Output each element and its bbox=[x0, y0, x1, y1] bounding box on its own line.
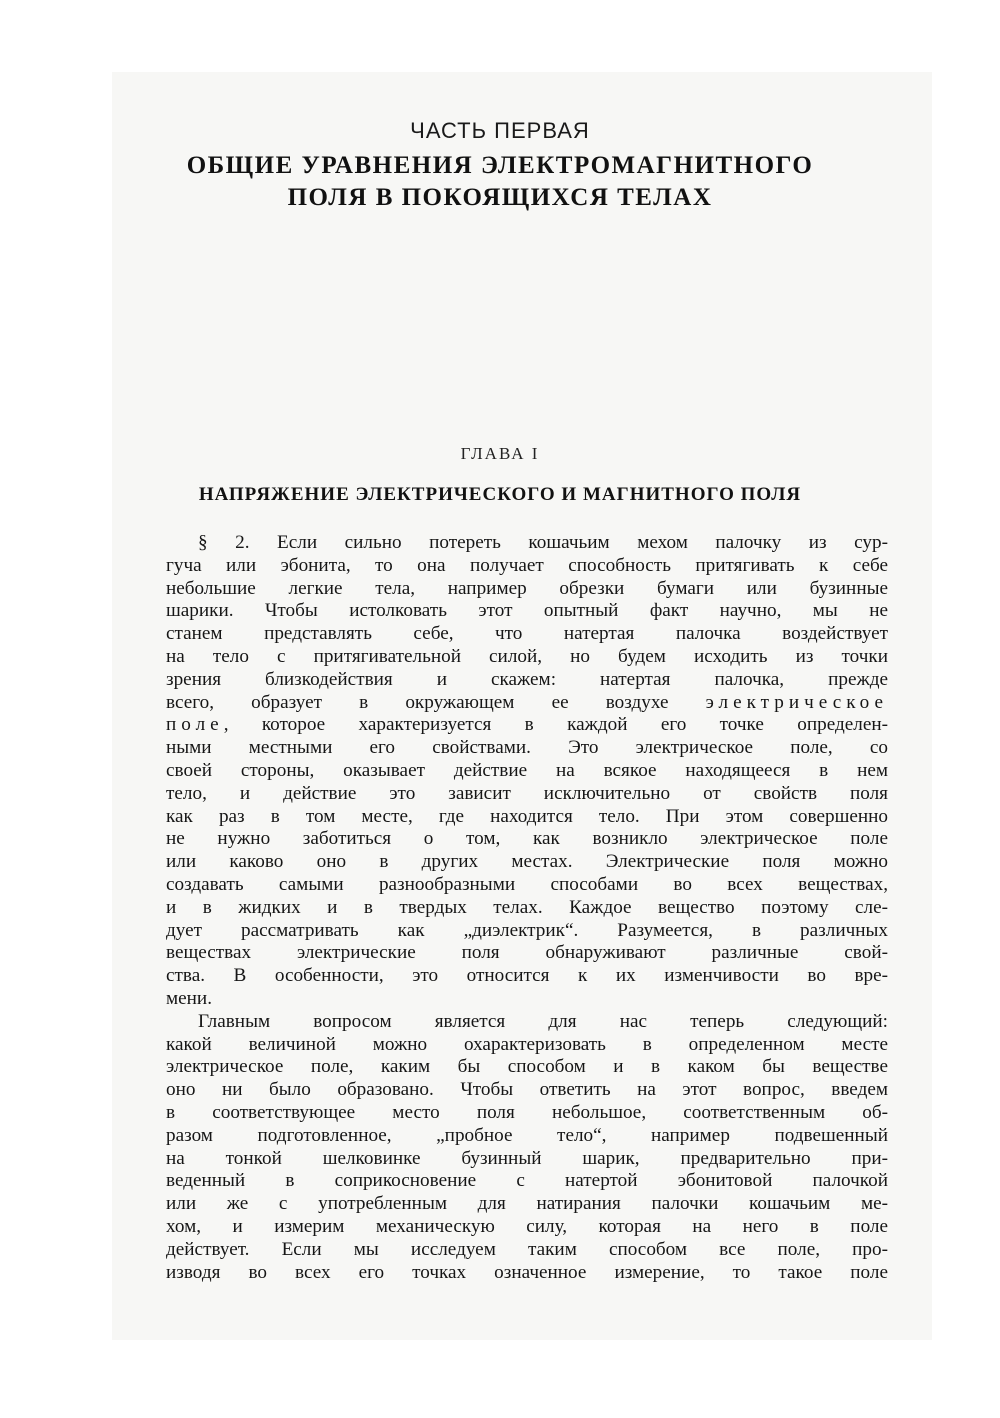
emphasized-term: электрическое bbox=[705, 691, 888, 713]
text-line: небольшие легкие тела, например обрезки бумаги или бузинные bbox=[166, 577, 888, 599]
text-line: и в жидких и в твердых телах. Каждое вещество поэтому сле- bbox=[166, 896, 888, 918]
part-title-line: ОБЩИЕ УРАВНЕНИЯ ЭЛЕКТРОМАГНИТНОГО bbox=[186, 152, 814, 179]
text-line: или каково оно в других местах. Электрические поля можно bbox=[166, 851, 888, 873]
text-line: оно ни было образовано. Чтобы ответить на этот вопрос, введем bbox=[166, 1079, 888, 1101]
text-line: или же с употребленным для натирания палочки кошачьим ме- bbox=[166, 1193, 888, 1215]
text-line: веденный в соприкосновение с натертой эбонитовой палочкой bbox=[166, 1170, 888, 1192]
text-line: не нужно заботиться о том, как возникло электрическое поле bbox=[166, 828, 888, 850]
text-line: тело, и действие это зависит исключительно от свойств поля bbox=[166, 782, 888, 804]
text-line: зрения близкодействия и скажем: натертая палочка, прежде bbox=[166, 668, 888, 690]
text-line: хом, и измерим механическую силу, которая на него в поле bbox=[166, 1215, 888, 1237]
text-line: разом подготовленное, „пробное тело“, например подвешенный bbox=[166, 1124, 888, 1146]
text-line: действует. Если мы исследуем таким способом все поле, про- bbox=[166, 1238, 888, 1260]
text-line: на тело с притягивательной силой, но будем исходить из точки bbox=[166, 645, 888, 667]
text-fragment: , которое характеризуется в каждой его точке определен- bbox=[223, 714, 888, 736]
text-line: ными местными его свойствами. Это электрическое поле, со bbox=[166, 737, 888, 759]
text-line bbox=[166, 692, 888, 715]
text-line: дует рассматривать как „диэлектрик“. Разумеется, в различных bbox=[166, 919, 888, 941]
text-line: электрическое поле, каким бы способом и в каком бы веществе bbox=[166, 1056, 888, 1078]
text-line: на тонкой шелковинке бузинный шарик, предварительно при- bbox=[166, 1147, 888, 1169]
paragraph bbox=[166, 532, 888, 1011]
text-line: как раз в том месте, где находится тело. При этом совершенно bbox=[166, 805, 888, 827]
text-line: шарики. Чтобы истолковать этот опытный факт научно, мы не bbox=[166, 600, 888, 622]
emphasized-term: поле bbox=[166, 714, 224, 736]
text-line: своей стороны, оказывает действие на всякое находящееся в нем bbox=[166, 759, 888, 781]
text-line: гуча или эбонита, то она получает способность притягивать к себе bbox=[166, 554, 888, 576]
text-line: какой величиной можно охарактеризовать в определенном месте bbox=[166, 1033, 888, 1055]
paragraph bbox=[166, 1011, 888, 1285]
body-text bbox=[166, 532, 888, 1284]
text-line: станем представлять себе, что натертая палочка воздействует bbox=[166, 623, 888, 645]
text-fragment: всего, образует в окружающем ее воздухе bbox=[166, 691, 669, 713]
text-line: мени. bbox=[166, 987, 212, 1009]
text-line: в соответствующее место поля небольшое, соответственным об- bbox=[166, 1101, 888, 1123]
text-line bbox=[166, 714, 888, 737]
chapter-label: ГЛАВА I bbox=[460, 444, 540, 463]
part-title-line: ПОЛЯ В ПОКОЯЩИХСЯ ТЕЛАХ bbox=[287, 184, 713, 211]
text-line: создавать самыми разнообразными способами во всех веществах, bbox=[166, 873, 888, 895]
text-line: изводя во всех его точках означенное измерение, то такое поле bbox=[166, 1261, 888, 1283]
chapter-title: НАПРЯЖЕНИЕ ЭЛЕКТРИЧЕСКОГО И МАГНИТНОГО ПОЛЯ bbox=[198, 484, 802, 505]
part-title bbox=[0, 150, 1000, 214]
text-line: веществах электрические поля обнаруживают различные свой- bbox=[166, 942, 888, 964]
part-label: ЧАСТЬ ПЕРВАЯ bbox=[410, 118, 590, 143]
text-line: § 2. Если сильно потереть кошачьим мехом палочку из сур- bbox=[198, 532, 888, 553]
text-line: Главным вопросом является для нас теперь следующий: bbox=[198, 1010, 888, 1032]
text-line: ства. В особенности, это относится к их изменчивости во вре- bbox=[166, 965, 888, 987]
